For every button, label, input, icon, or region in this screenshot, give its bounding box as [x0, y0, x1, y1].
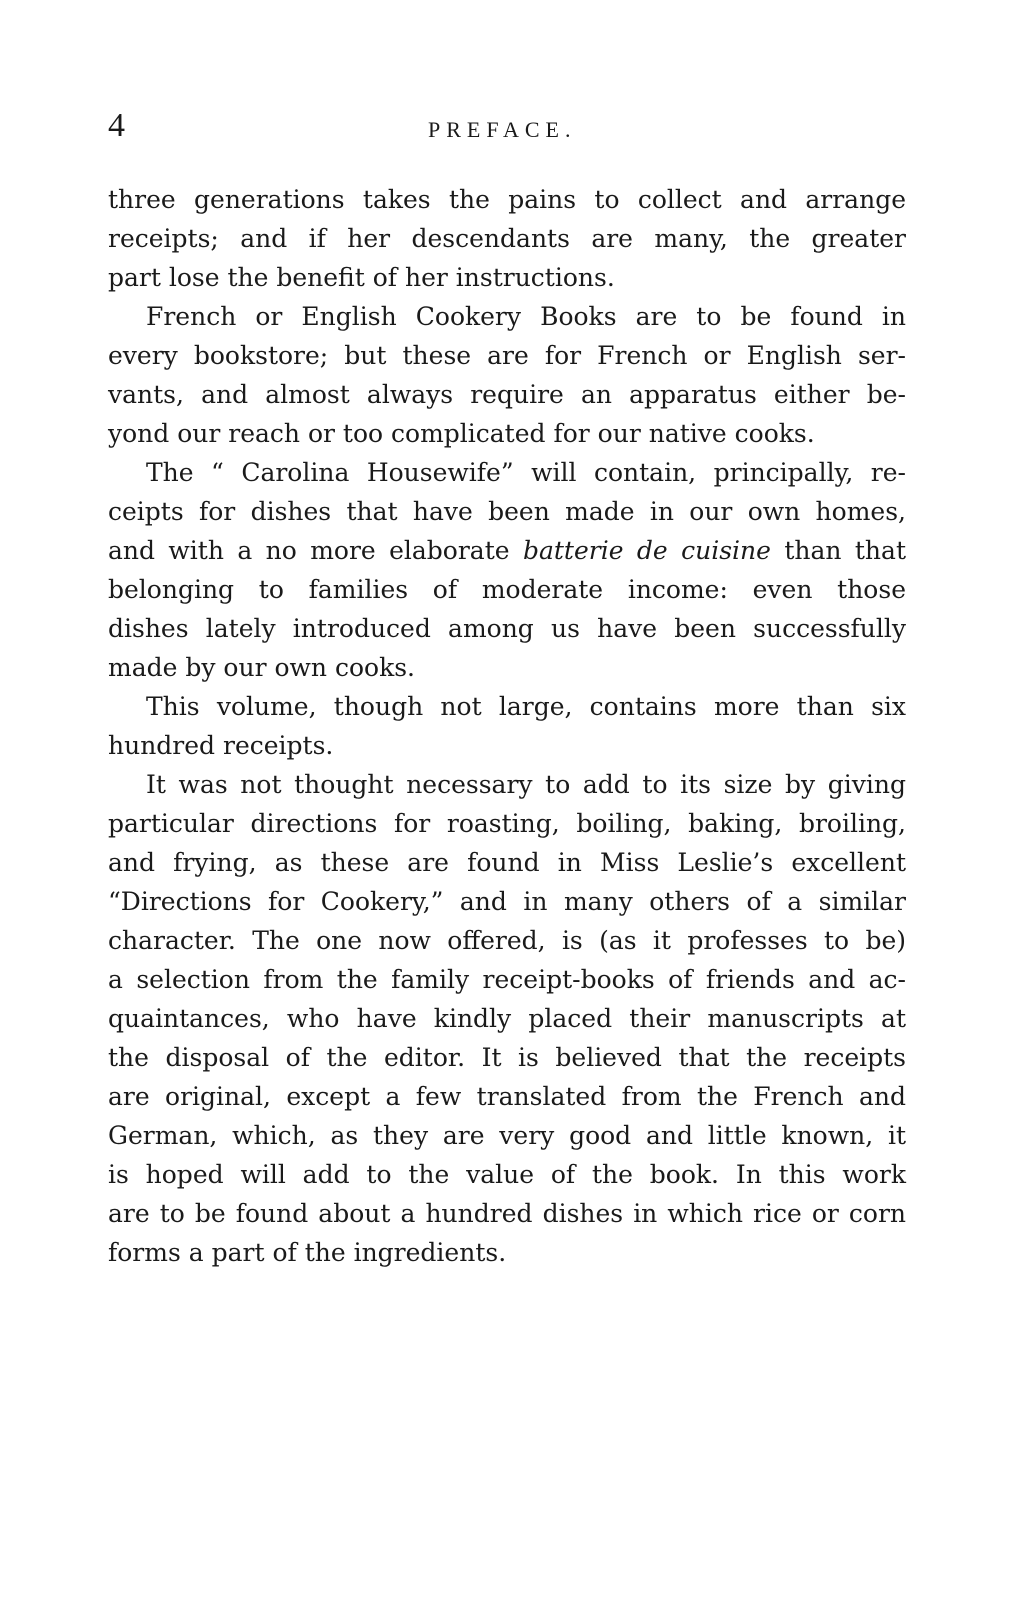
running-title: PREFACE. — [428, 117, 577, 142]
text-line: ceipts for dishes that have been made in our own homes, — [108, 497, 906, 526]
text-line: “Directions for Cookery,” and in many others of a similar — [108, 887, 906, 916]
running-head — [108, 104, 906, 154]
text-line: French or English Cookery Books are to be found in — [146, 302, 906, 331]
text-line: the disposal of the editor. It is believed that the receipts — [108, 1043, 906, 1072]
text-line: made by our own cooks. — [108, 653, 416, 682]
text-line: hundred receipts. — [108, 731, 334, 760]
text-line: are original, except a few translated from the French and — [108, 1082, 906, 1111]
text-run: and with a no more elaborate — [108, 536, 523, 565]
text-line: are to be found about a hundred dishes in which rice or corn — [108, 1199, 906, 1228]
italic-phrase: batterie de cuisine — [522, 536, 771, 565]
text-line: belonging to families of moderate income: even those — [108, 575, 906, 604]
text-line — [108, 531, 906, 570]
text-line: This volume, though not large, contains more than six — [146, 692, 906, 721]
text-line: vants, and almost always require an apparatus either be- — [108, 380, 906, 409]
text-line: German, which, as they are very good and little known, it — [108, 1121, 906, 1150]
page-number: 4 — [108, 107, 125, 144]
text-line: three generations takes the pains to collect and arrange — [108, 185, 906, 214]
body-text — [108, 180, 906, 1272]
text-line: yond our reach or too complicated for our native cooks. — [108, 419, 815, 448]
text-line: dishes lately introduced among us have been successfully — [108, 614, 906, 643]
text-line: receipts; and if her descendants are many, the greater — [108, 224, 906, 253]
text-run: than that — [770, 536, 906, 565]
text-line: is hoped will add to the value of the book. In this work — [108, 1160, 906, 1189]
text-line: every bookstore; but these are for French or English ser- — [108, 341, 906, 370]
text-line: quaintances, who have kindly placed their manuscripts at — [108, 1004, 906, 1033]
text-line: a selection from the family receipt-books of friends and ac- — [108, 965, 906, 994]
text-line: particular directions for roasting, boiling, baking, broiling, — [108, 809, 906, 838]
text-line: forms a part of the ingredients. — [108, 1238, 507, 1267]
text-line: and frying, as these are found in Miss Leslie’s excellent — [108, 848, 906, 877]
text-line: character. The one now offered, is (as it professes to be) — [108, 926, 906, 955]
text-line: It was not thought necessary to add to its size by giving — [146, 770, 906, 799]
text-line: The “ Carolina Housewife” will contain, principally, re- — [146, 458, 906, 487]
text-line: part lose the benefit of her instructions. — [108, 263, 615, 292]
